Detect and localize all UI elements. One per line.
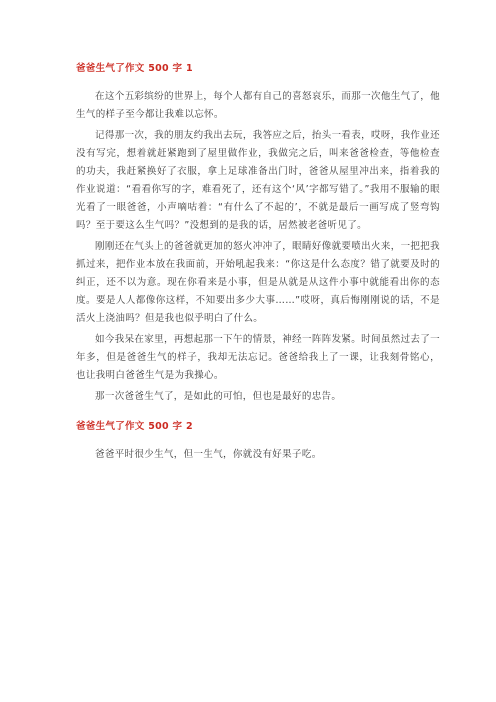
paragraph: 那一次爸爸生气了，是如此的可怕，但也是最好的忠告。 xyxy=(95,391,342,402)
paragraph: 刚刚还在气头上的爸爸就更加的怒火冲冲了，眼睛好像就要喷出火来，一把把我抓过来，把作业本放在我面前，开始吼起我来：“你这是什么态度？错了就要及时的纠正，还不以为意。现在你看来是小事，但是从就是从这件小事中就能看出你的态度。要是人人都像你这样，不知要出多少大事……”哎呀，真后悔刚刚说的话，不是活火上浇油吗？但是我也似乎明白了什么。 xyxy=(76,241,440,324)
essay-title-2: 爸爸生气了作文 500 字 2 xyxy=(76,421,193,432)
document-page xyxy=(76,62,440,467)
essay-title-1: 爸爸生气了作文 500 字 1 xyxy=(76,63,193,74)
paragraph: 爸爸平时很少生气，但一生气，你就没有好果子吃。 xyxy=(95,449,322,460)
paragraph: 记得那一次，我的朋友约我出去玩，我答应之后，抬头一看表，哎呀，我作业还没有写完，想着就赶紧跑到了屋里做作业，我做完之后，叫来爸爸检查，等他检查的功夫，我赶紧换好了衣服，拿上足球准备出门时，爸爸从屋里冲出来，指着我的作业说道：“看看你写的字，难看死了，还有这个‘风’字都写错了。”我用不服输的眼光看了一眼爸爸，小声嘀咕着：“有什么了不起的’，不就是最后一画写成了竖弯钩吗？至于要这么生气吗？”没想到的是我的话，居然被老爸听见了。 xyxy=(76,130,440,231)
paragraph: 在这个五彩缤纷的世界上，每个人都有自己的喜怒哀乐，而那一次他生气了，他生气的样子至今都让我难以忘怀。 xyxy=(76,91,440,120)
paragraph: 如今我呆在家里，再想起那一下午的情景，神经一阵阵发紧。时间虽然过去了一年多，但是爸爸生气的样子，我却无法忘记。爸爸给我上了一课，让我刻骨铭心，也让我明白爸爸生气是为我操心。 xyxy=(76,334,440,381)
